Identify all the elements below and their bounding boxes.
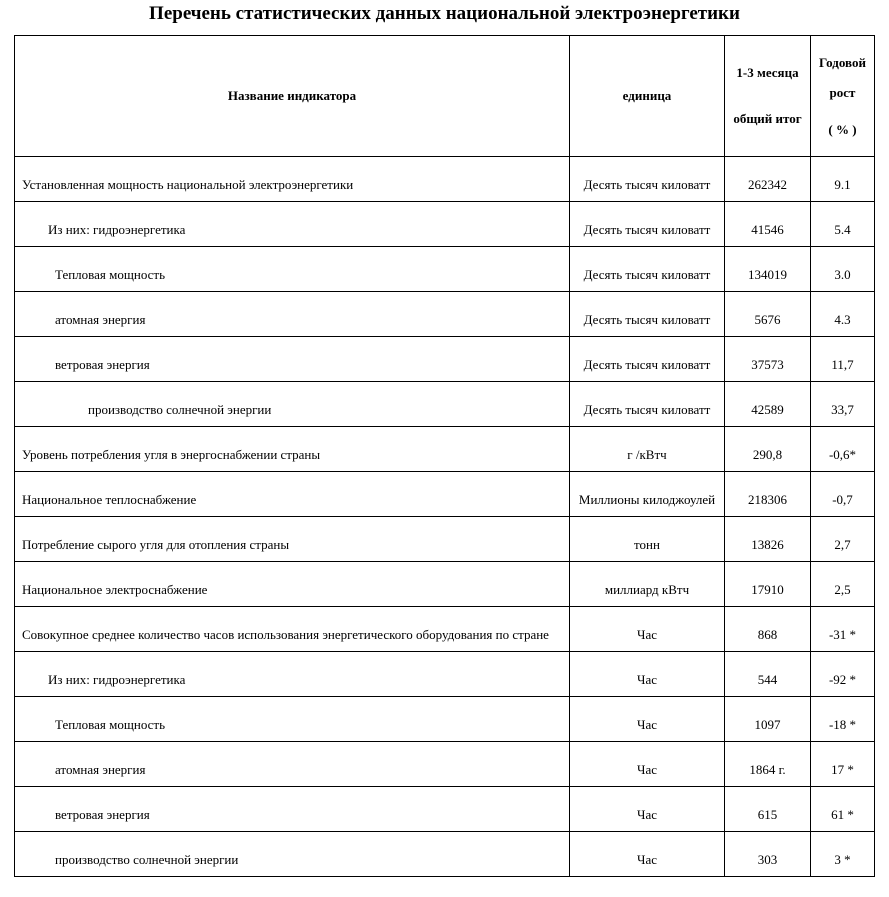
indicator-name-cell: производство солнечной энергии (15, 832, 570, 877)
growth-cell: -0,7 (811, 472, 875, 517)
indicator-name-cell: Совокупное среднее количество часов использования энергетического оборудования по стране (15, 607, 570, 652)
header-growth (811, 36, 875, 157)
total-cell: 218306 (725, 472, 811, 517)
table-row (15, 472, 875, 517)
table-row (15, 832, 875, 877)
unit-cell: Десять тысяч киловатт (570, 247, 725, 292)
growth-cell: 61 * (811, 787, 875, 832)
unit-cell: тонн (570, 517, 725, 562)
unit-cell: Час (570, 832, 725, 877)
growth-cell: 17 * (811, 742, 875, 787)
total-cell: 544 (725, 652, 811, 697)
unit-cell: миллиард кВтч (570, 562, 725, 607)
indicator-name-cell: Уровень потребления угля в энергоснабжении страны (15, 427, 570, 472)
unit-cell: Час (570, 742, 725, 787)
table-row (15, 562, 875, 607)
header-unit-text: единица (622, 88, 672, 103)
growth-cell: 3 * (811, 832, 875, 877)
total-cell: 42589 (725, 382, 811, 427)
total-cell: 1097 (725, 697, 811, 742)
total-cell: 303 (725, 832, 811, 877)
table-row (15, 292, 875, 337)
indicator-name-cell: Из них: гидроэнергетика (15, 202, 570, 247)
table-row (15, 607, 875, 652)
statistics-table (14, 35, 875, 877)
indicator-name-cell: Национальное теплоснабжение (15, 472, 570, 517)
indicator-name-cell: атомная энергия (15, 742, 570, 787)
growth-cell: 5.4 (811, 202, 875, 247)
growth-cell: 2,7 (811, 517, 875, 562)
table-row (15, 517, 875, 562)
table-header-row (15, 36, 875, 157)
indicator-name-cell: ветровая энергия (15, 337, 570, 382)
header-total-line1: 1-3 месяца (736, 65, 799, 80)
total-cell: 262342 (725, 157, 811, 202)
unit-cell: Миллионы килоджоулей (570, 472, 725, 517)
header-growth-line1: Годовой (819, 54, 866, 70)
growth-cell: -0,6* (811, 427, 875, 472)
table-body (15, 157, 875, 877)
unit-cell: Десять тысяч киловатт (570, 337, 725, 382)
table-row (15, 652, 875, 697)
total-cell: 41546 (725, 202, 811, 247)
growth-cell: -18 * (811, 697, 875, 742)
header-total (725, 36, 811, 157)
unit-cell: Десять тысяч киловатт (570, 157, 725, 202)
growth-cell: 9.1 (811, 157, 875, 202)
growth-cell: 33,7 (811, 382, 875, 427)
total-cell: 868 (725, 607, 811, 652)
table-row (15, 787, 875, 832)
table-row (15, 202, 875, 247)
growth-cell: -92 * (811, 652, 875, 697)
page-title: Перечень статистических данных национальной электроэнергетики (149, 3, 740, 24)
header-total-line2: общий итог (733, 111, 802, 126)
indicator-name-cell: производство солнечной энергии (15, 382, 570, 427)
total-cell: 134019 (725, 247, 811, 292)
header-growth-line3: ( % ) (828, 121, 857, 137)
table-row (15, 157, 875, 202)
growth-cell: 4.3 (811, 292, 875, 337)
total-cell: 17910 (725, 562, 811, 607)
total-cell: 615 (725, 787, 811, 832)
total-cell: 37573 (725, 337, 811, 382)
indicator-name-cell: Потребление сырого угля для отопления страны (15, 517, 570, 562)
unit-cell: Десять тысяч киловатт (570, 292, 725, 337)
table-row (15, 427, 875, 472)
growth-cell: 3.0 (811, 247, 875, 292)
unit-cell: Час (570, 607, 725, 652)
total-cell: 13826 (725, 517, 811, 562)
growth-cell: 11,7 (811, 337, 875, 382)
header-indicator-name-text: Название индикатора (227, 88, 357, 103)
table-row (15, 697, 875, 742)
header-unit (570, 36, 725, 157)
unit-cell: Десять тысяч киловатт (570, 202, 725, 247)
total-cell: 290,8 (725, 427, 811, 472)
unit-cell: Час (570, 697, 725, 742)
table-row (15, 337, 875, 382)
header-growth-line2: рост (829, 84, 856, 100)
indicator-name-cell: Установленная мощность национальной электроэнергетики (15, 157, 570, 202)
table-row (15, 247, 875, 292)
table-row (15, 382, 875, 427)
header-indicator-name (15, 36, 570, 157)
indicator-name-cell: Национальное электроснабжение (15, 562, 570, 607)
indicator-name-cell: ветровая энергия (15, 787, 570, 832)
growth-cell: -31 * (811, 607, 875, 652)
total-cell: 1864 г. (725, 742, 811, 787)
unit-cell: Десять тысяч киловатт (570, 382, 725, 427)
unit-cell: г /кВтч (570, 427, 725, 472)
unit-cell: Час (570, 787, 725, 832)
indicator-name-cell: Тепловая мощность (15, 697, 570, 742)
indicator-name-cell: Тепловая мощность (15, 247, 570, 292)
indicator-name-cell: Из них: гидроэнергетика (15, 652, 570, 697)
unit-cell: Час (570, 652, 725, 697)
total-cell: 5676 (725, 292, 811, 337)
growth-cell: 2,5 (811, 562, 875, 607)
table-row (15, 742, 875, 787)
indicator-name-cell: атомная энергия (15, 292, 570, 337)
